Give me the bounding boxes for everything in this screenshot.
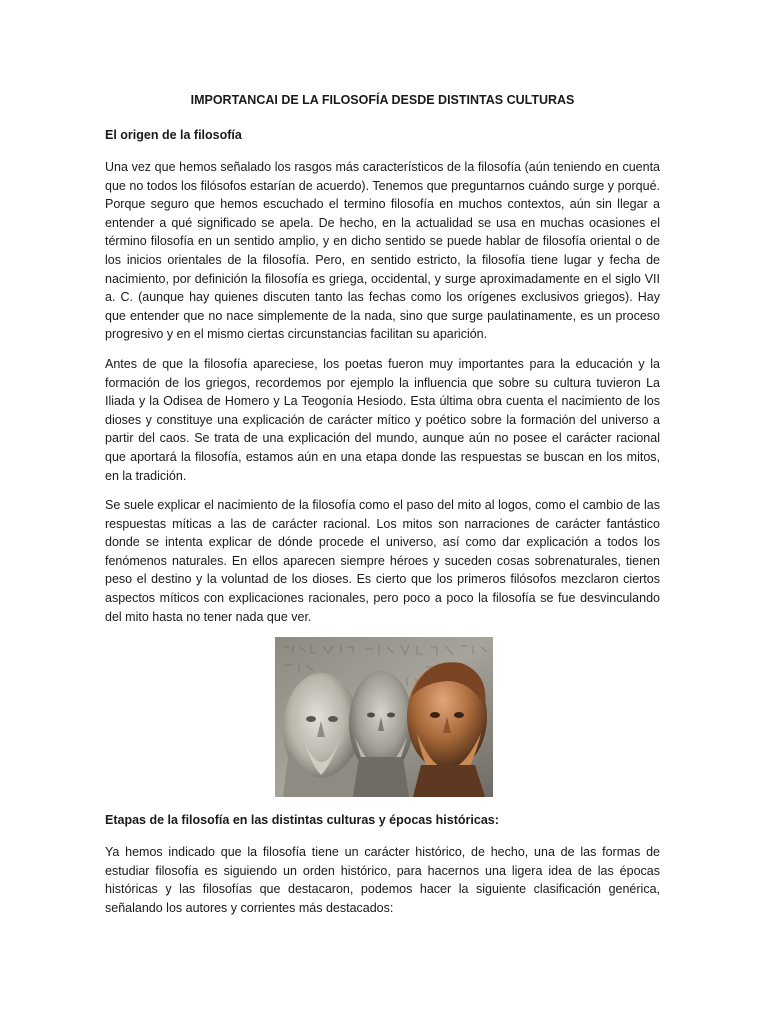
document-body [105,93,660,929]
paragraph-4: Ya hemos indicado que la filosofía tiene un carácter histórico, de hecho, una de las formas de estudiar filosofía es siguiendo un orden histórico, para hacernos una ligera idea de las épocas históricas y las filosofías que destacaron, podemos hacer la siguiente clasificación genérica, señalando los autores y corrientes más destacados: [105,845,660,916]
section-heading-origin: El origen de la filosofía [105,128,242,142]
document-title: IMPORTANCAI DE LA FILOSOFÍA DESDE DISTINTAS CULTURAS [190,93,575,107]
figure-container [105,637,660,797]
paragraph-2: Antes de que la filosofía apareciese, los poetas fueron muy importantes para la educación y la formación de los griegos, recordemos por ejemplo la influencia que sobre su cultura tuvieron La Iliada y la Odisea de Homero y La Teogonía Hesiodo. Esta última obra cuenta el nacimiento de los dioses y constituye una explicación de carácter mítico y poético sobre la formación del universo a partir del caos. Se trata de una explicación del mundo, aunque aún no posee el carácter racional que aportará la filosofía, estamos aún en una etapa donde las respuestas se buscan en los mitos, en la tradición. [105,356,660,483]
section-heading-stages: Etapas de la filosofía en las distintas culturas y épocas históricas: [105,813,499,828]
paragraph-3: Se suele explicar el nacimiento de la filosofía como el paso del mito al logos, como el cambio de las respuestas míticas a las de carácter racional. Los mitos son narraciones de carácter fantástico donde se intenta explicar de dónde procede el universo, así como dar explicación a todos los fenómenos naturales. En ellos aparecen siempre héroes y suceden cosas sobrenaturales, tienen peso el destino y la voluntad de los dioses. Es cierto que los primeros filósofos mezclaron ciertos aspectos míticos con explicaciones racionales, pero poco a poco la filosofía se fue desvinculando del mito hasta no tener nada que ver. [105,498,660,624]
philosophers-busts-image [275,637,493,797]
paragraph-1: Una vez que hemos señalado los rasgos más característicos de la filosofía (aún teniendo en cuenta que no todos los filósofos estarían de acuerdo). Tenemos que preguntarnos cuándo surge y porqué. Porque seguro que hemos escuchado el termino filosofía en muchos contextos, aún sin llegar a entender a qué significado se apela. De hecho, en la actualidad se usa en muchas ocasiones el término filosofía en un sentido amplio, y en dicho sentido se puede hablar de filosofía oriental o de los inicios orientales de la filosofía. Pero, en sentido estricto, la filosofía tiene lugar y fecha de nacimiento, por definición la filosofía es griega, occidental, y surge aproximadamente en el siglo VII a. C. (aunque hay quienes discuten tanto las fechas como los orígenes exclusivos griegos). Hay que entender que no nace simplemente de la nada, sino que surge paulatinamente, es un proceso progresivo y en el mismo ciertas circunstancias facilitan su aparición. [105,160,660,342]
